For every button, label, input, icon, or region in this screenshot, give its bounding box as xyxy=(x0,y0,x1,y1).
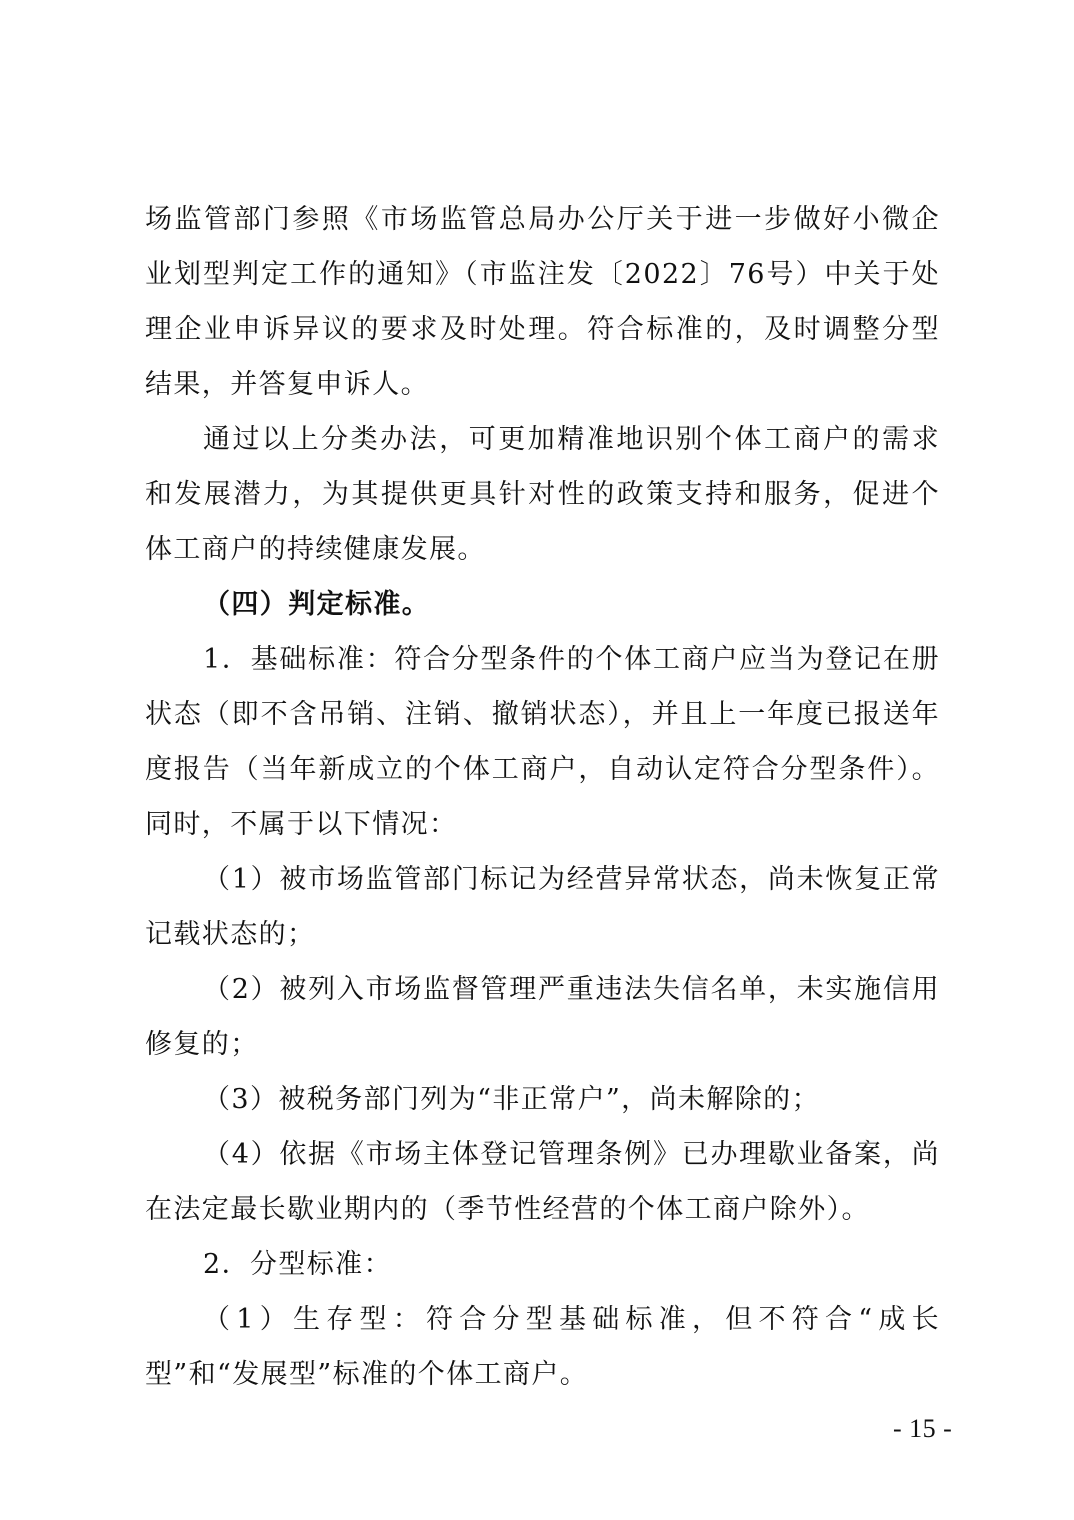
list-item-2: （2）被列入市场监督管理严重违法失信名单，未实施信用修复的； xyxy=(145,974,940,1060)
paragraph-summary: 通过以上分类办法，可更加精准地识别个体工商户的需求和发展潜力，为其提供更具针对性的政策支持和服务，促进个体工商户的持续健康发展。 xyxy=(145,424,940,565)
document-body xyxy=(145,192,940,1402)
paragraph-basic-standard: 1．基础标准：符合分型条件的个体工商户应当为登记在册状态（即不含吊销、注销、撤销状态），并且上一年度已报送年度报告（当年新成立的个体工商户，自动认定符合分型条件）。同时，不属于以下情况： xyxy=(145,644,940,840)
page-number: - 15 - xyxy=(893,1414,953,1443)
paragraph-continuation: 场监管部门参照《市场监管总局办公厅关于进一步做好小微企业划型判定工作的通知》（市监注发〔2022〕76号）中关于处理企业申诉异议的要求及时处理。符合标准的，及时调整分型结果，并答复申诉人。 xyxy=(145,204,940,400)
section-heading: （四）判定标准。 xyxy=(203,589,431,620)
list-item-survival-type: （1）生存型：符合分型基础标准，但不符合“成长型”和“发展型”标准的个体工商户。 xyxy=(145,1304,940,1390)
list-item-1: （1）被市场监管部门标记为经营异常状态，尚未恢复正常记载状态的； xyxy=(145,864,940,950)
list-item-4: （4）依据《市场主体登记管理条例》已办理歇业备案，尚在法定最长歇业期内的（季节性经营的个体工商户除外）。 xyxy=(145,1139,940,1225)
list-item-3: （3）被税务部门列为“非正常户”，尚未解除的； xyxy=(203,1084,820,1115)
paragraph-type-standard: 2．分型标准： xyxy=(203,1249,392,1280)
